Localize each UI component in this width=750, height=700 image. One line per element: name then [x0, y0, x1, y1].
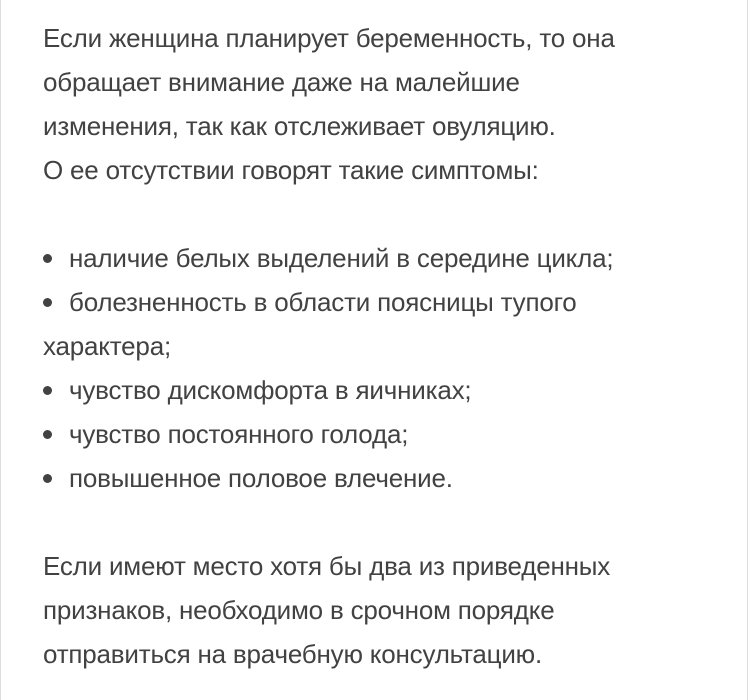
intro-line: О ее отсутствии говорят такие симптомы: [43, 155, 539, 185]
bullet-icon [43, 298, 52, 307]
list-item-text: наличие белых выделений в середине цикла; [69, 243, 614, 273]
intro-line: Если женщина планирует беременность, то она [43, 23, 615, 53]
list-item [43, 236, 733, 280]
list-item-text: болезненность в области поясницы тупого [69, 287, 577, 317]
list-item [43, 412, 733, 456]
list-item [43, 280, 733, 324]
conclusion-paragraph [43, 544, 733, 676]
list-item [43, 368, 733, 412]
bullet-icon [43, 430, 52, 439]
conclusion-line: Если имеют место хотя бы два из приведенных [43, 551, 611, 581]
intro-line: изменения, так как отслеживает овуляцию. [43, 111, 556, 141]
list-item-text: чувство дискомфорта в яичниках; [69, 375, 472, 405]
article-text [43, 16, 733, 676]
list-item [43, 456, 733, 500]
list-item-continuation: характера; [43, 331, 171, 361]
conclusion-line: признаков, необходимо в срочном порядке [43, 595, 555, 625]
paragraph-spacer [43, 192, 733, 236]
paragraph-spacer [43, 500, 733, 544]
list-item-text: чувство постоянного голода; [69, 419, 409, 449]
bullet-icon [43, 474, 52, 483]
intro-paragraph [43, 16, 733, 192]
conclusion-line: отправиться на врачебную консультацию. [43, 639, 542, 669]
bullet-icon [43, 254, 52, 263]
bullet-icon [43, 386, 52, 395]
list-item-text: повышенное половое влечение. [69, 463, 453, 493]
symptom-list [43, 236, 733, 500]
intro-line: обращает внимание даже на малейшие [43, 67, 520, 97]
